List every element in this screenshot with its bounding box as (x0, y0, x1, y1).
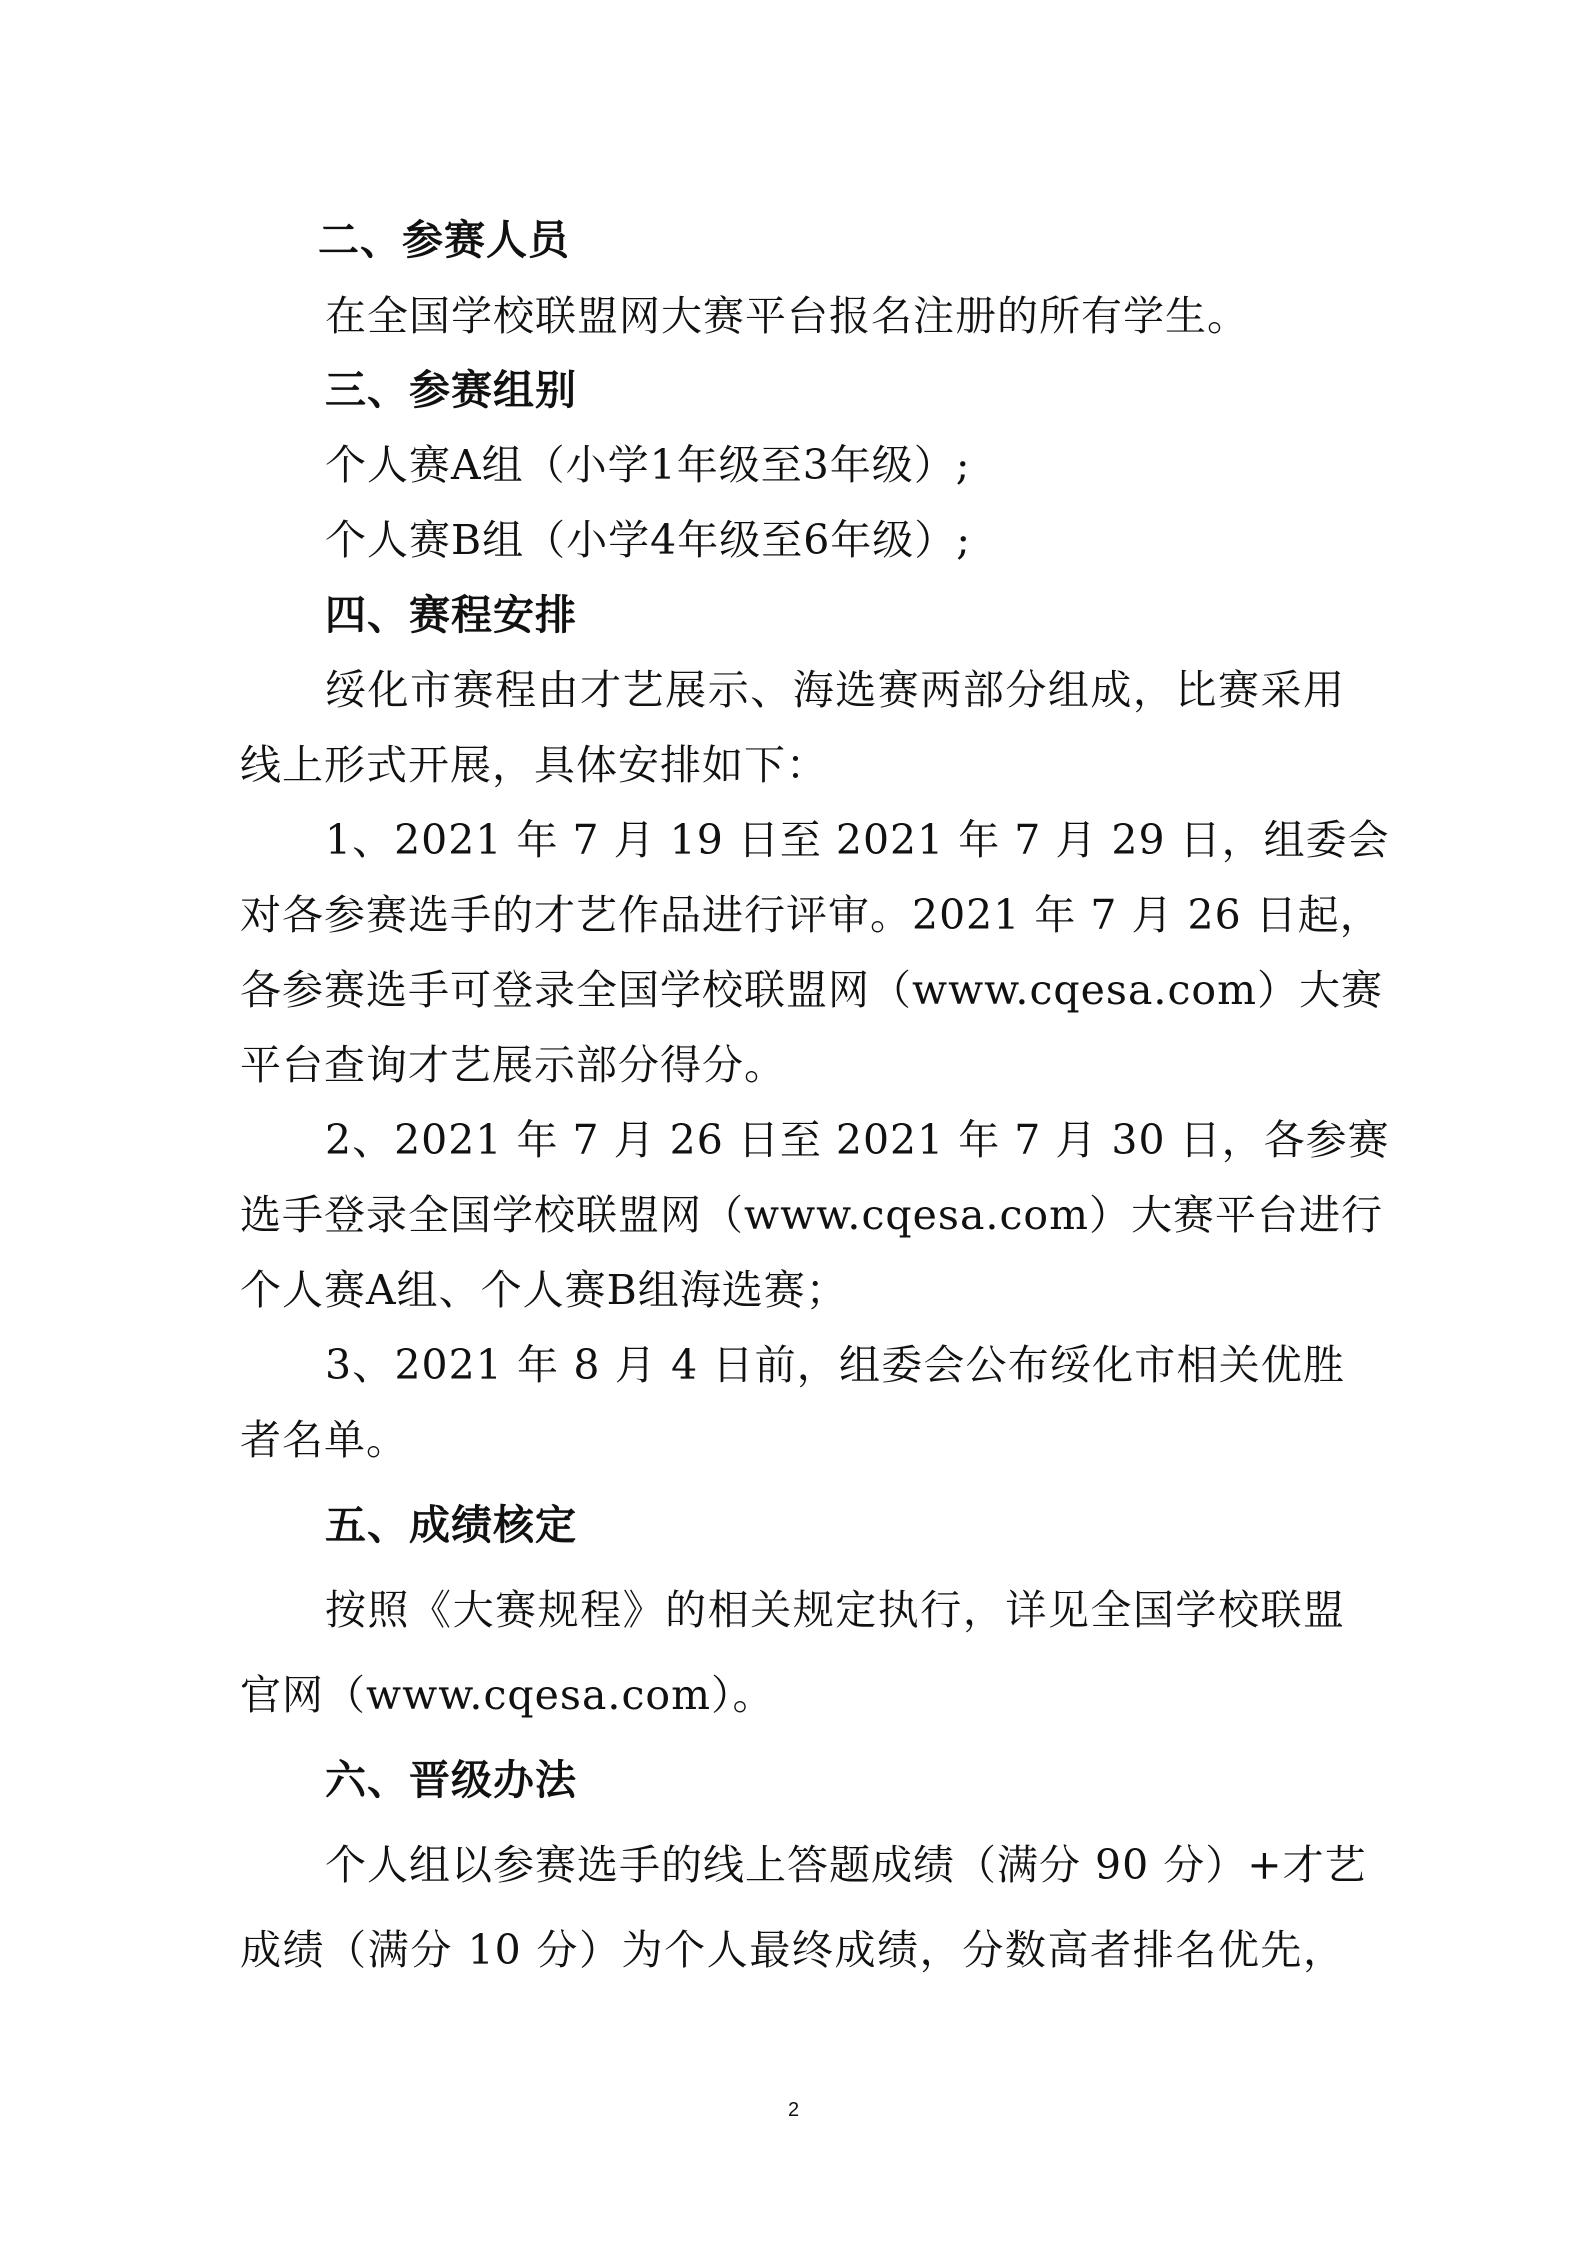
paragraph-line: 个人赛B组（小学4年级至6年级）; (325, 516, 972, 564)
paragraph-line: 绥化市赛程由才艺展示、海选赛两部分组成，比赛采用 (325, 666, 1345, 714)
paragraph-line: 个人赛A组（小学1年级至3年级）; (325, 441, 971, 489)
section-heading-advancement: 六、晋级办法 (325, 1756, 577, 1804)
paragraph-line: 平台查询才艺展示部分得分。 (240, 1041, 786, 1089)
section-heading-schedule: 四、赛程安排 (325, 591, 577, 639)
section-heading-score-verification: 五、成绩核定 (325, 1501, 577, 1549)
paragraph-line: 成绩（满分 10 分）为个人最终成绩，分数高者排名优先， (240, 1926, 1345, 1974)
paragraph-line: 1、2021 年 7 月 19 日至 2021 年 7 月 29 日，组委会 (325, 816, 1390, 864)
paragraph-line: 线上形式开展，具体安排如下： (240, 741, 828, 789)
paragraph-line: 对各参赛选手的才艺作品进行评审。2021 年 7 月 26 日起， (240, 891, 1382, 939)
paragraph-line: 官网（www.cqesa.com）。 (240, 1671, 775, 1719)
paragraph-line: 选手登录全国学校联盟网（www.cqesa.com）大赛平台进行 (240, 1191, 1383, 1239)
section-heading-groups: 三、参赛组别 (325, 366, 577, 414)
paragraph-line: 各参赛选手可登录全国学校联盟网（www.cqesa.com）大赛 (240, 966, 1383, 1014)
paragraph-line: 在全国学校联盟网大赛平台报名注册的所有学生。 (325, 292, 1249, 340)
page-number: 2 (787, 2099, 800, 2121)
paragraph-line: 2、2021 年 7 月 26 日至 2021 年 7 月 30 日，各参赛 (325, 1116, 1390, 1164)
paragraph-line: 3、2021 年 8 月 4 日前，组委会公布绥化市相关优胜 (325, 1341, 1345, 1389)
paragraph-line: 按照《大赛规程》的相关规定执行，详见全国学校联盟 (325, 1586, 1345, 1634)
paragraph-line: 个人组以参赛选手的线上答题成绩（满分 90 分）+才艺 (325, 1841, 1367, 1889)
section-heading-participants: 二、参赛人员 (318, 216, 570, 264)
paragraph-line: 个人赛A组、个人赛B组海选赛； (240, 1266, 848, 1314)
paragraph-line: 者名单。 (240, 1416, 408, 1464)
